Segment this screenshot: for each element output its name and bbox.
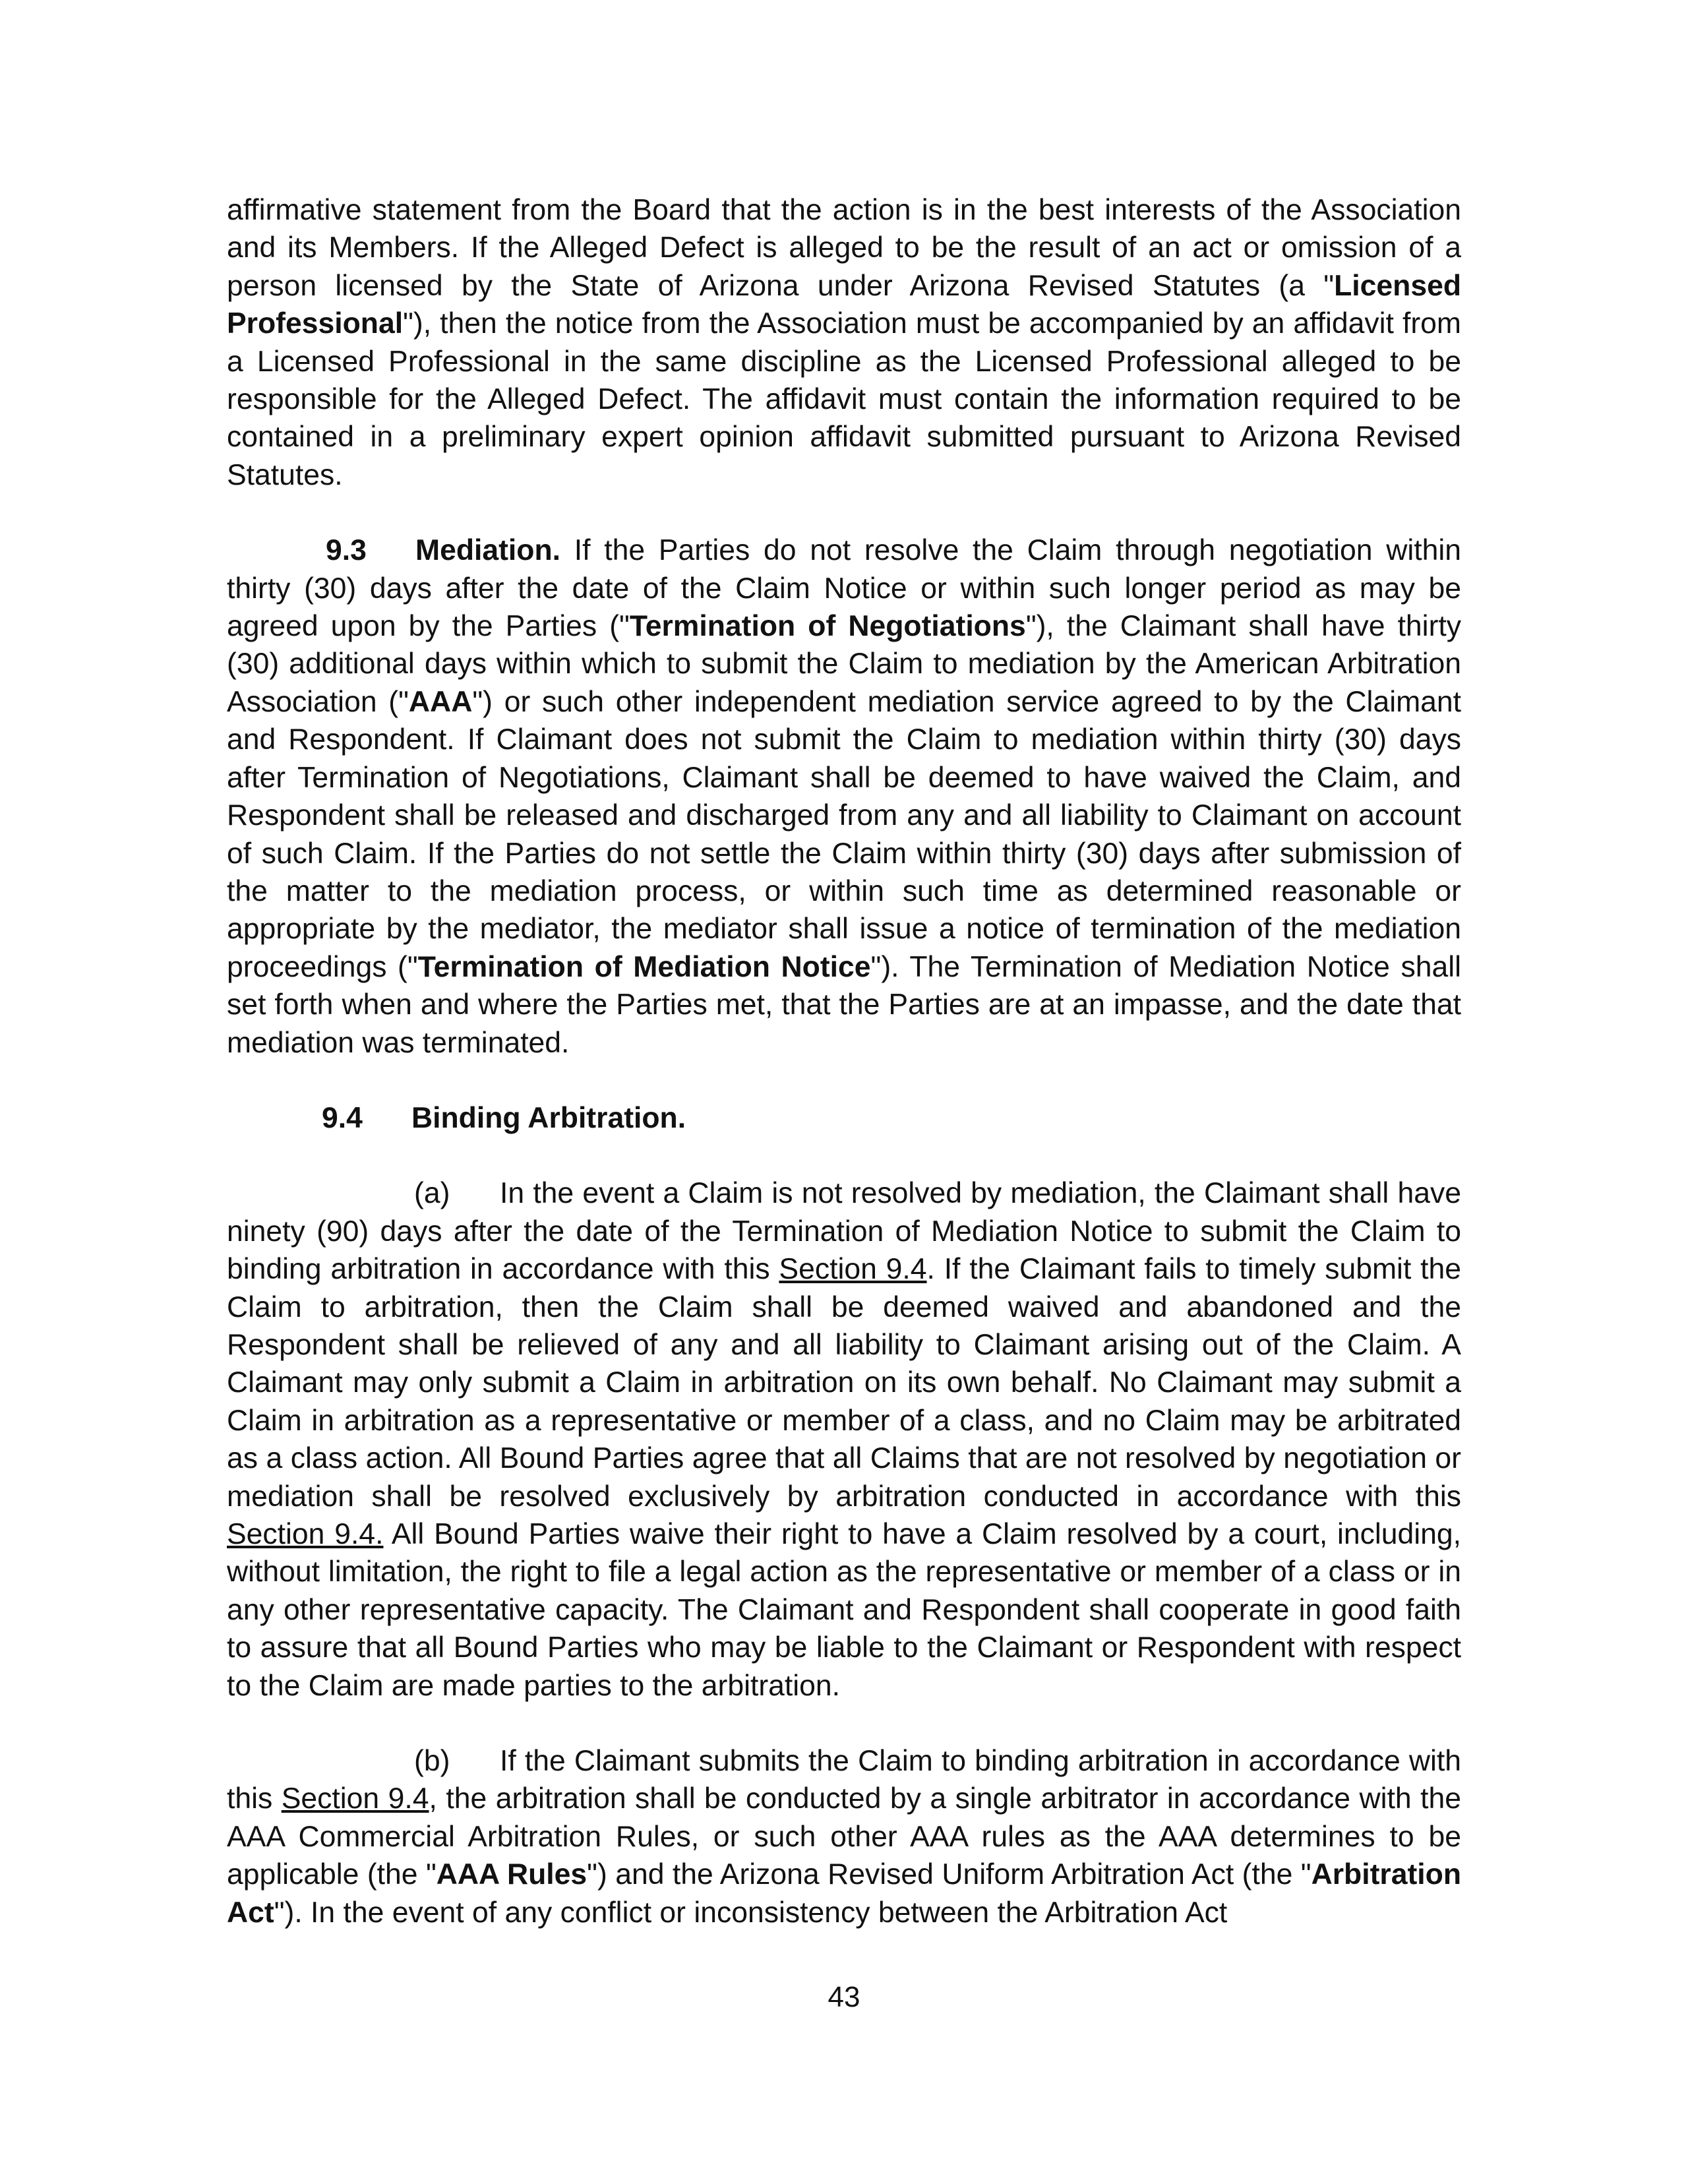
section-9-3-mediation [227,531,1461,1062]
defined-term-licensed-professional: Licensed Professional [227,269,1461,340]
subsection-a [227,1174,1461,1705]
text-run: "). The Termination of Mediation Notice shall set forth when and where the Parties met, that the Parties are at an impasse, and the date that mediation was terminated. [227,950,1462,1059]
text-run: If the Claimant submits the Claim to binding arbitration in accordance with this [227,1745,1461,1815]
defined-term-arbitration-act: Arbitration Act [227,1858,1461,1929]
section-reference: Section 9.4 [281,1782,429,1815]
subsection-label: (b) [414,1745,450,1778]
text-run: If the Parties do not resolve the Claim through negotiation within thirty (30) days after the date of the Claim Notice or within such longer period as may be agreed upon by the Parties (" [227,534,1461,643]
section-heading: Binding Arbitration. [411,1101,686,1134]
defined-term-termination-of-mediation-notice: Termination of Mediation Notice [417,950,871,983]
text-run: ") or such other independent mediation service agreed to by the Claimant and Respondent. If Claimant does not submit the Claim to mediation within thirty (30) days after Termination of Negotiations, Claimant shall be deemed to have waived the Claim, and Respondent shall be released and discharged from any and all liability to Claimant on account of such Claim. If the Parties do not settle the Claim within thirty (30) days after submission of the matter to the mediation process, or within such time as determined reasonable or appropriate by the mediator, the mediator shall issue a notice of termination of the mediation proceedings (" [227,685,1462,983]
text-run: . If the Claimant fails to timely submit the Claim to arbitration, then the Claim shall be deemed waived and abandoned and the Respondent shall be relieved of any and all liability to Claimant arising out of the Claim. A Claimant may only submit a Claim in arbitration on its own behalf. No Claimant may submit a Claim in arbitration as a representative or member of a class, and no Claim may be arbitrated as a class action. All Bound Parties agree that all Claims that are not resolved by negotiation or mediation shall be resolved exclusively by arbitration conducted in accordance with this [227,1253,1461,1513]
text-run: , the arbitration shall be conducted by a single arbitrator in accordance with the AAA Commercial Arbitration Rules, or such other AAA rules as the AAA determines to be applicable (the " [227,1782,1462,1891]
page-number: 43 [828,1981,860,2013]
section-reference: Section 9.4 [779,1253,927,1286]
paragraph-board-statement [227,191,1461,494]
defined-term-termination-of-negotiations: Termination of Negotiations [629,610,1026,643]
text-run: affirmative statement from the Board that the action is in the best interests of the Association and its Members. If the Alleged Defect is alleged to be the result of an act or omission of a person licensed by the State of Arizona under Arizona Revised Statutes (a " [227,194,1461,302]
section-9-4-heading [322,1099,1461,1137]
text-run: All Bound Parties waive their right to have a Claim resolved by a court, including, without limitation, the right to file a legal action as the representative or member of a class or in any other representative capacity. The Claimant and Respondent shall cooperate in good faith to assure that all Bound Parties who may be liable to the Claimant or Respondent with respect to the Claim are made parties to the arbitration. [227,1518,1462,1702]
subsection-label: (a) [414,1177,450,1210]
text-run: ") and the Arizona Revised Uniform Arbitration Act (the " [587,1858,1311,1891]
section-number: 9.3 [326,534,367,567]
text-run: "). In the event of any conflict or inconsistency between the Arbitration Act [274,1896,1228,1929]
section-number: 9.4 [322,1101,363,1134]
section-reference: Section 9.4. [227,1518,384,1550]
text-run: "), then the notice from the Association must be accompanied by an affidavit from a Licensed Professional in the same discipline as the Licensed Professional alleged to be responsible for the Alleged Defect. The affidavit must contain the information required to be contained in a preliminary expert opinion affidavit submitted pursuant to Arizona Revised Statutes. [227,307,1461,491]
section-heading: Mediation. [415,534,561,567]
text-run: "), the Claimant shall have thirty (30) additional days within which to submit the Claim to mediation by the American Arbitration Association (" [227,610,1461,718]
subsection-b [227,1742,1461,1931]
text-run: In the event a Claim is not resolved by mediation, the Claimant shall have ninety (90) days after the date of the Termination of Mediation Notice to submit the Claim to binding arbitration in accordance with this [227,1177,1461,1286]
defined-term-aaa: AAA [408,685,473,718]
defined-term-aaa-rules: AAA Rules [436,1858,588,1891]
document-body [227,191,1461,1969]
